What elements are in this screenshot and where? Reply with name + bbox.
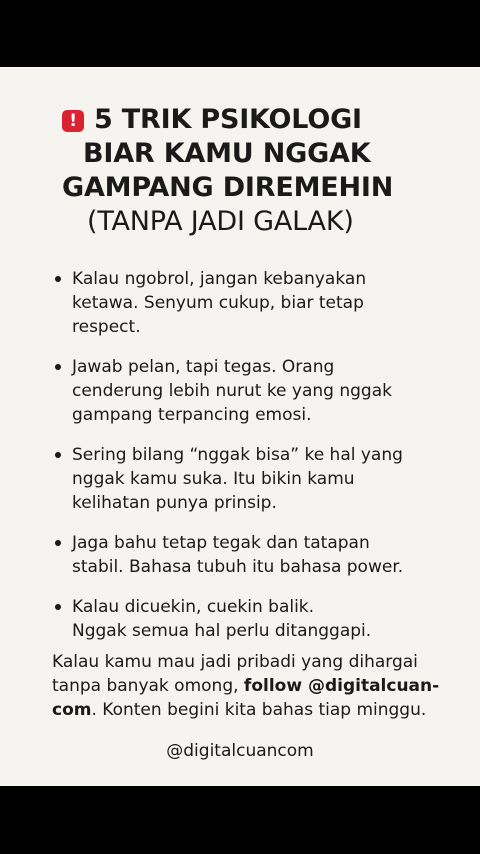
exclamation-icon: ! xyxy=(62,110,84,132)
tips-list xyxy=(52,267,462,659)
tip-text-line: kelihatan punya prinsip. xyxy=(72,493,277,513)
tip-item-3 xyxy=(52,443,462,515)
tip-text-line: Kalau dicuekin, cuekin balik. xyxy=(72,597,315,617)
closing-line-3-text: . Konten begini kita bahas tiap minggu. xyxy=(91,700,427,720)
tip-text-line: Sering bilang “nggak bisa” ke hal yang xyxy=(72,445,403,465)
headline-line-3: GAMPANG DIREMEHIN xyxy=(62,172,394,203)
bullet-icon xyxy=(55,604,61,610)
top-letterbox-bar xyxy=(0,0,480,67)
bottom-letterbox-bar xyxy=(0,786,480,854)
bullet-icon xyxy=(55,276,61,282)
bullet-icon xyxy=(55,540,61,546)
closing-line-1: Kalau kamu mau jadi pribadi yang dihargai xyxy=(52,652,418,672)
tip-text-line: cenderung lebih nurut ke yang nggak xyxy=(72,381,392,401)
tip-text-line: stabil. Bahasa tubuh itu bahasa power. xyxy=(72,557,404,577)
bullet-icon xyxy=(55,452,61,458)
follow-callout-end: com xyxy=(52,700,92,720)
tip-text-line: respect. xyxy=(72,317,141,337)
tip-item-4 xyxy=(52,531,462,579)
account-handle: @digitalcuancom xyxy=(166,741,314,761)
tip-text-line: Jaga bahu tetap tegak dan tatapan xyxy=(72,533,370,553)
headline-subtitle: (TANPA JADI GALAK) xyxy=(87,206,354,237)
closing-line-3 xyxy=(52,698,472,722)
headline-line-2: BIAR KAMU NGGAK xyxy=(83,138,371,169)
follow-callout: follow @digitalcuan- xyxy=(243,676,440,696)
post-card xyxy=(0,67,480,786)
tip-text-line: Jawab pelan, tapi tegas. Orang xyxy=(72,357,335,377)
headline-line-1 xyxy=(62,103,462,137)
bullet-icon xyxy=(55,364,61,370)
tip-text-line: gampang terpancing emosi. xyxy=(72,405,312,425)
closing-line-2 xyxy=(52,674,472,698)
tip-text-line: nggak kamu suka. Itu bikin kamu xyxy=(72,469,355,489)
tip-item-1 xyxy=(52,267,462,339)
headline-line-1-text: 5 TRIK PSIKOLOGI xyxy=(94,104,362,135)
tip-text-line: Kalau ngobrol, jangan kebanyakan xyxy=(72,269,367,289)
tip-item-2 xyxy=(52,355,462,427)
tip-item-5 xyxy=(52,595,462,643)
closing-paragraph xyxy=(52,650,472,722)
headline xyxy=(62,103,462,239)
tip-text-line: ketawa. Senyum cukup, biar tetap xyxy=(72,293,364,313)
tip-text-line: Nggak semua hal perlu ditanggapi. xyxy=(72,621,372,641)
closing-line-2-text: tanpa banyak omong, xyxy=(52,676,244,696)
